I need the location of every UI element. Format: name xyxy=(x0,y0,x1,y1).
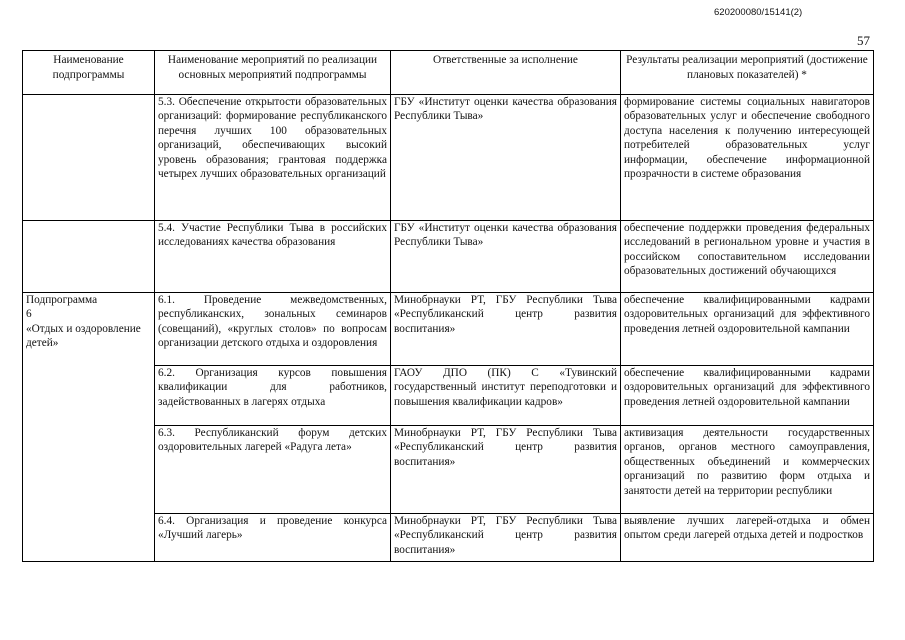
table-header-row xyxy=(23,51,874,95)
subprogram-name: «Отдых и оздоровление детей» xyxy=(26,322,141,350)
result-cell: формирование системы социальных навигаторов образовательных услуг и обеспечение свободного доступа населения к получению интересующей потребителей образовательных услуг информации, обеспечение информационной прозрачности в системе образования xyxy=(621,95,874,221)
activity-cell: 6.2. Организация курсов повышения квалификации для работников, задействованных в лагерях отдыха xyxy=(155,366,391,426)
activity-cell: 6.1. Проведение межведомственных, республиканских, зональных семинаров (совещаний), «круглых столов» по вопросам организации детского отдыха и оздоровления xyxy=(155,293,391,366)
result-cell: обеспечение квалифицированными кадрами оздоровительных организаций для эффективного проведения летней оздоровительной кампании xyxy=(621,366,874,426)
responsible-cell: Минобрнауки РТ, ГБУ Республики Тыва «Республиканский центр развития воспитания» xyxy=(391,426,621,514)
responsible-cell: ГБУ «Институт оценки качества образования Республики Тыва» xyxy=(391,221,621,293)
subprogram-cell xyxy=(23,293,155,562)
activity-cell: 6.4. Организация и проведение конкурса «Лучший лагерь» xyxy=(155,514,391,562)
header-results: Результаты реализации мероприятий (достижение плановых показателей) * xyxy=(621,51,874,95)
header-activities: Наименование мероприятий по реализации основных мероприятий подпрограммы xyxy=(155,51,391,95)
subprogram-label: Подпрограмма xyxy=(26,294,98,306)
result-cell: обеспечение поддержки проведения федеральных исследований в региональном уровне и участия в российском сопоставительном исследовании образовательных достижений обучающихся xyxy=(621,221,874,293)
page-number: 57 xyxy=(857,33,870,48)
responsible-cell: Минобрнауки РТ, ГБУ Республики Тыва «Республиканский центр развития воспитания» xyxy=(391,514,621,562)
subprogram-cell-empty xyxy=(23,221,155,293)
document-code: 620200080/15141(2) xyxy=(714,7,803,18)
result-cell: обеспечение квалифицированными кадрами оздоровительных организаций для эффективного проведения летней оздоровительной кампании xyxy=(621,293,874,366)
activities-table xyxy=(22,50,874,562)
subprogram-label-line xyxy=(26,293,151,322)
responsible-cell: ГБУ «Институт оценки качества образования Республики Тыва» xyxy=(391,95,621,221)
header-responsible: Ответственные за исполнение xyxy=(391,51,621,95)
activity-cell: 5.3. Обеспечение открытости образовательных организаций: формирование республиканского перечня лучших 100 образовательных организаций, обеспечивающих высокий уровень образования; грантовая поддержка четырех лучших образовательных организаций xyxy=(155,95,391,221)
responsible-cell: ГАОУ ДПО (ПК) С «Тувинский государственный институт переподготовки и повышения квалификации кадров» xyxy=(391,366,621,426)
activity-cell: 6.3. Республиканский форум детских оздоровительных лагерей «Радуга лета» xyxy=(155,426,391,514)
table-row xyxy=(23,293,874,366)
activity-cell: 5.4. Участие Республики Тыва в российских исследованиях качества образования xyxy=(155,221,391,293)
table-row xyxy=(23,95,874,221)
subprogram-cell-empty xyxy=(23,95,155,221)
responsible-cell: Минобрнауки РТ, ГБУ Республики Тыва «Республиканский центр развития воспитания» xyxy=(391,293,621,366)
table-row xyxy=(23,221,874,293)
subprogram-number: 6 xyxy=(26,308,32,321)
header-subprogram: Наименование подпрограммы xyxy=(23,51,155,95)
result-cell: активизация деятельности государственных органов, органов местного самоуправления, общественных объединений и коммерческих организаций по развитию форм отдыха и занятости детей на территории республики xyxy=(621,426,874,514)
result-cell: выявление лучших лагерей-отдыха и обмен опытом среди лагерей отдыха детей и подростков xyxy=(621,514,874,562)
